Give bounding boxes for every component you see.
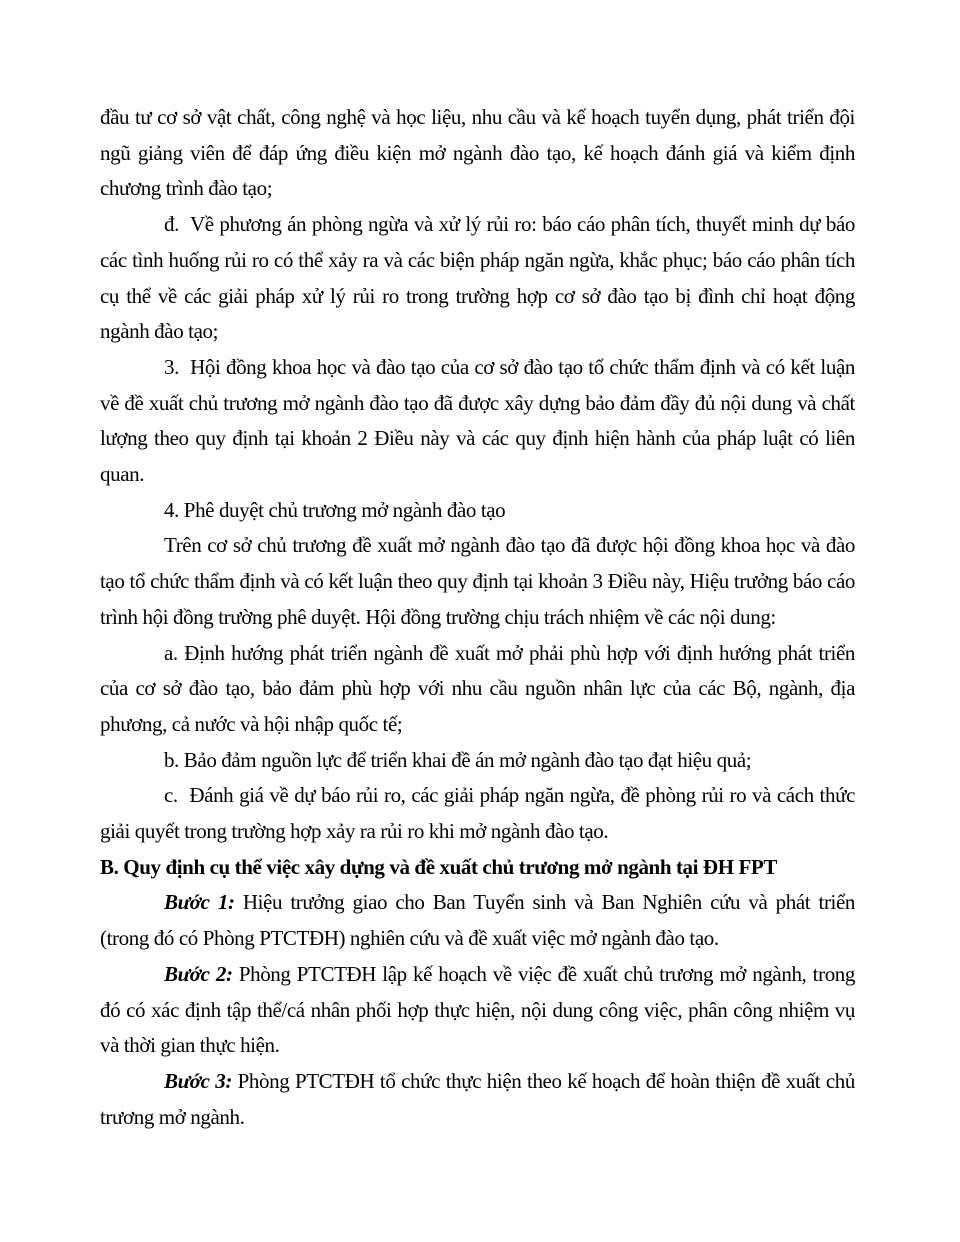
step-label: Bước 1:	[164, 890, 235, 915]
step-label: Bước 2:	[164, 961, 233, 986]
paragraph: 3. Hội đồng khoa học và đào tạo của cơ sở đào tạo tổ chức thẩm định và có kết luận về đề xuất chủ trương mở ngành đào tạo đã được xây dựng bảo đảm đầy đủ nội dung và chất lượng theo quy định tại khoản 2 Điều này và các quy định hiện hành của pháp luật có liên quan.	[100, 354, 855, 487]
paragraph: đầu tư cơ sở vật chất, công nghệ và học liệu, nhu cầu và kế hoạch tuyển dụng, phát triển đội ngũ giảng viên để đáp ứng điều kiện mở ngành đào tạo, kế hoạch đánh giá và kiểm định chương trình đào tạo;	[100, 105, 855, 201]
paragraph	[100, 885, 855, 956]
paragraph: 4. Phê duyệt chủ trương mở ngành đào tạo	[164, 497, 506, 522]
section-heading: B. Quy định cụ thể việc xây dựng và đề xuất chủ trương mở ngành tại ĐH FPT	[100, 854, 777, 879]
paragraph: Trên cơ sở chủ trương đề xuất mở ngành đào tạo đã được hội đồng khoa học và đào tạo tổ chức thẩm định và có kết luận theo quy định tại khoản 3 Điều này, Hiệu trưởng báo cáo trình hội đồng trường phê duyệt. Hội đồng trường chịu trách nhiệm về các nội dung:	[100, 533, 855, 629]
paragraph	[100, 1064, 855, 1135]
paragraph: a. Định hướng phát triển ngành đề xuất mở phải phù hợp với định hướng phát triển của cơ sở đào tạo, bảo đảm phù hợp với nhu cầu nguồn nhân lực của các Bộ, ngành, địa phương, cả nước và hội nhập quốc tế;	[100, 640, 855, 736]
document-body	[100, 100, 855, 1135]
paragraph-text: Phòng PTCTĐH tổ chức thực hiện theo kế hoạch để hoàn thiện đề xuất chủ trương mở ngành.	[100, 1068, 855, 1129]
paragraph: b. Bảo đảm nguồn lực để triển khai đề án mở ngành đào tạo đạt hiệu quả;	[164, 747, 752, 772]
paragraph: c. Đánh giá về dự báo rủi ro, các giải pháp ngăn ngừa, đề phòng rủi ro và cách thức giải quyết trong trường hợp xảy ra rủi ro khi mở ngành đào tạo.	[100, 783, 855, 844]
paragraph: đ. Về phương án phòng ngừa và xử lý rủi ro: báo cáo phân tích, thuyết minh dự báo các tình huống rủi ro có thể xảy ra và các biện pháp ngăn ngừa, khắc phục; báo cáo phân tích cụ thể về các giải pháp xử lý rủi ro trong trường hợp cơ sở đào tạo bị đình chỉ hoạt động ngành đào tạo;	[100, 212, 855, 344]
paragraph-text: Phòng PTCTĐH lập kế hoạch về việc đề xuất chủ trương mở ngành, trong đó có xác định tập thể/cá nhân phối hợp thực hiện, nội dung công việc, phân công nhiệm vụ và thời gian thực hiện.	[100, 961, 855, 1058]
paragraph-text: Hiệu trưởng giao cho Ban Tuyển sinh và Ban Nghiên cứu và phát triển (trong đó có Phòng PTCTĐH) nghiên cứu và đề xuất việc mở ngành đào tạo.	[100, 890, 855, 951]
step-label: Bước 3:	[164, 1068, 232, 1093]
paragraph	[100, 957, 855, 1064]
